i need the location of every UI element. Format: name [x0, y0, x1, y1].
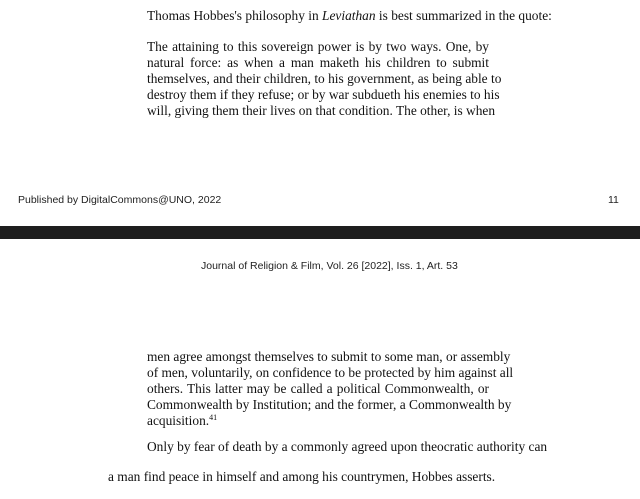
quote-line: will, giving them their lives on that condition. The other, is when: [147, 103, 496, 118]
page-separator: [0, 226, 640, 239]
page-top: [0, 0, 640, 226]
intro-text-after: is best summarized in the quote:: [375, 8, 552, 23]
body-paragraph-line: Only by fear of death by a commonly agreed upon theocratic authority can: [147, 439, 548, 454]
quote-line: The attaining to this sovereign power is by two ways. One, by: [147, 39, 489, 54]
quote-line: destroy them if they refuse; or by war subdueth his enemies to his: [147, 87, 500, 102]
intro-text-before: Thomas Hobbes's philosophy in: [147, 8, 323, 23]
quote-line: men agree amongst themselves to submit to some man, or assembly: [147, 349, 511, 364]
page-number: 11: [608, 194, 619, 206]
intro-title-italic: Leviathan: [322, 8, 376, 23]
journal-header: Journal of Religion & Film, Vol. 26 [2022], Iss. 1, Art. 53: [201, 260, 458, 272]
footer-publisher: Published by DigitalCommons@UNO, 2022: [18, 194, 222, 206]
quote-line: of men, voluntarily, on confidence to be protected by him against all: [147, 365, 514, 380]
quote-line: others. This latter may be called a political Commonwealth, or: [147, 381, 489, 396]
quote-line: natural force: as when a man maketh his children to submit: [147, 55, 489, 70]
quote-line: themselves, and their children, to his government, as being able to: [147, 71, 502, 86]
quote-last-text: acquisition.: [147, 413, 210, 428]
footnote-reference[interactable]: 41: [209, 413, 218, 422]
quote-line: Commonwealth by Institution; and the former, a Commonwealth by: [147, 397, 512, 412]
intro-sentence: [147, 8, 552, 24]
page-bottom: [0, 239, 640, 499]
body-paragraph-line: a man find peace in himself and among his countrymen, Hobbes asserts.: [108, 469, 496, 484]
quote-last-line: [147, 413, 217, 429]
